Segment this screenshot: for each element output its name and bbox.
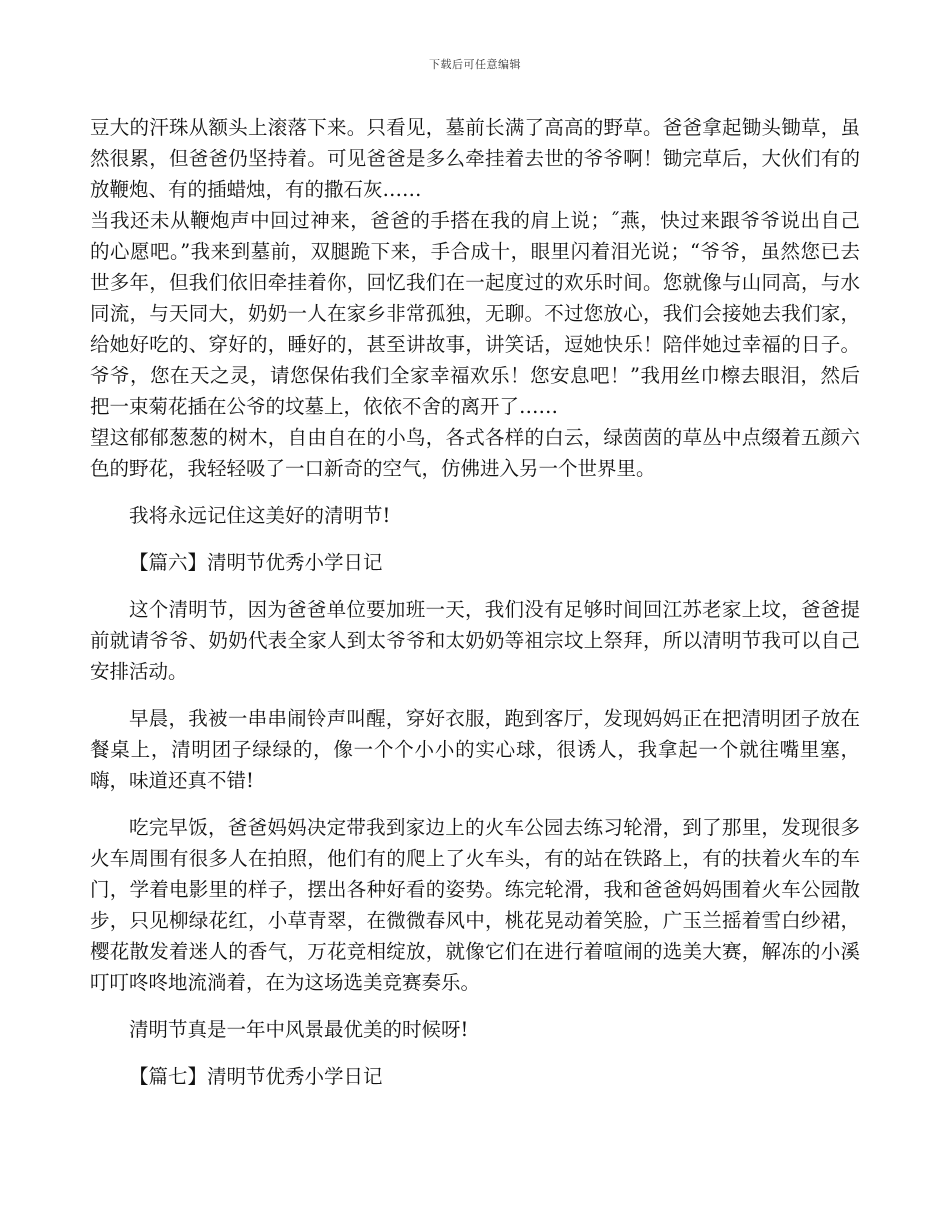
paragraph-train-park: 吃完早饭，爸爸妈妈决定带我到家边上的火车公园去练习轮滑，到了那里，发现很多火车周围有很多人在拍照，他们有的爬上了火车头，有的站在铁路上，有的扶着火车的车门，学着电影里的样子，摆出各种好看的姿势。练完轮滑，我和爸爸妈妈围着火车公园散步，只见柳绿花红，小草青翠，在微微春风中，桃花晃动着笑脸，广玉兰摇着雪白纱裙，樱花散发着迷人的香气，万花竞相绽放，就像它们在进行着喧闹的选美大赛，解冻的小溪叮叮咚咚地流淌着，在为这场选美竞赛奏乐。 bbox=[90, 816, 860, 994]
document-body bbox=[90, 112, 860, 1092]
paragraph-scenery: 望这郁郁葱葱的树木，自由自在的小鸟，各式各样的白云，绿茵茵的草丛中点缀着五颜六色的野花，我轻轻吸了一口新奇的空气，仿佛进入另一个世界里。 bbox=[90, 426, 860, 480]
section-heading-six: 【篇六】清明节优秀小学日记 bbox=[129, 551, 383, 574]
paragraph-qingming-plan: 这个清明节，因为爸爸单位要加班一天，我们没有足够时间回江苏老家上坟，爸爸提前就请爷爷、奶奶代表全家人到太爷爷和太奶奶等祖宗坟上祭拜，所以清明节我可以自己安排活动。 bbox=[90, 598, 860, 683]
paragraph-grave-sweeping: 豆大的汗珠从额头上滚落下来。只看见，墓前长满了高高的野草。爸爸拿起锄头锄草，虽然很累，但爸爸仍坚持着。可见爸爸是多么牵挂着去世的爷爷啊！锄完草后，大伙们有的放鞭炮、有的插蜡烛，有的撒石灰…… bbox=[90, 116, 860, 201]
paragraph-morning: 早晨，我被一串串闹铃声叫醒，穿好衣服，跑到客厅，发现妈妈正在把清明团子放在餐桌上，清明团子绿绿的，像一个个小小的实心球，很诱人，我拿起一个就往嘴里塞，嗨，味道还真不错! bbox=[90, 707, 860, 792]
paragraph-best-scenery: 清明节真是一年中风景最优美的时候呀! bbox=[129, 1018, 469, 1041]
paragraph-wish-to-grandpa: 当我还未从鞭炮声中回过神来，爸爸的手搭在我的肩上说；˝燕，快过来跟爷爷说出自己的心愿吧。”我来到墓前，双腿跪下来，手合成十，眼里闪着泪光说；“爷爷，虽然您已去世多年，但我们依旧牵挂着你，回忆我们在一起度过的欢乐时间。您就像与山同高，与水同流，与天同大，奶奶一人在家乡非常孤独，无聊。不过您放心，我们会接她去我们家，给她好吃的、穿好的，睡好的，甚至讲故事，讲笑话，逗她快乐！陪伴她过幸福的日子。爷爷，您在天之灵，请您保佑我们全家幸福欢乐！您安息吧！”我用丝巾檫去眼泪，然后把一束菊花插在公爷的坟墓上，依依不舍的离开了…… bbox=[90, 209, 860, 418]
paragraph-remember: 我将永远记住这美好的清明节! bbox=[129, 504, 391, 527]
page-header: 下载后可任意编辑 bbox=[429, 58, 521, 71]
section-heading-seven: 【篇七】清明节优秀小学日记 bbox=[129, 1065, 383, 1088]
